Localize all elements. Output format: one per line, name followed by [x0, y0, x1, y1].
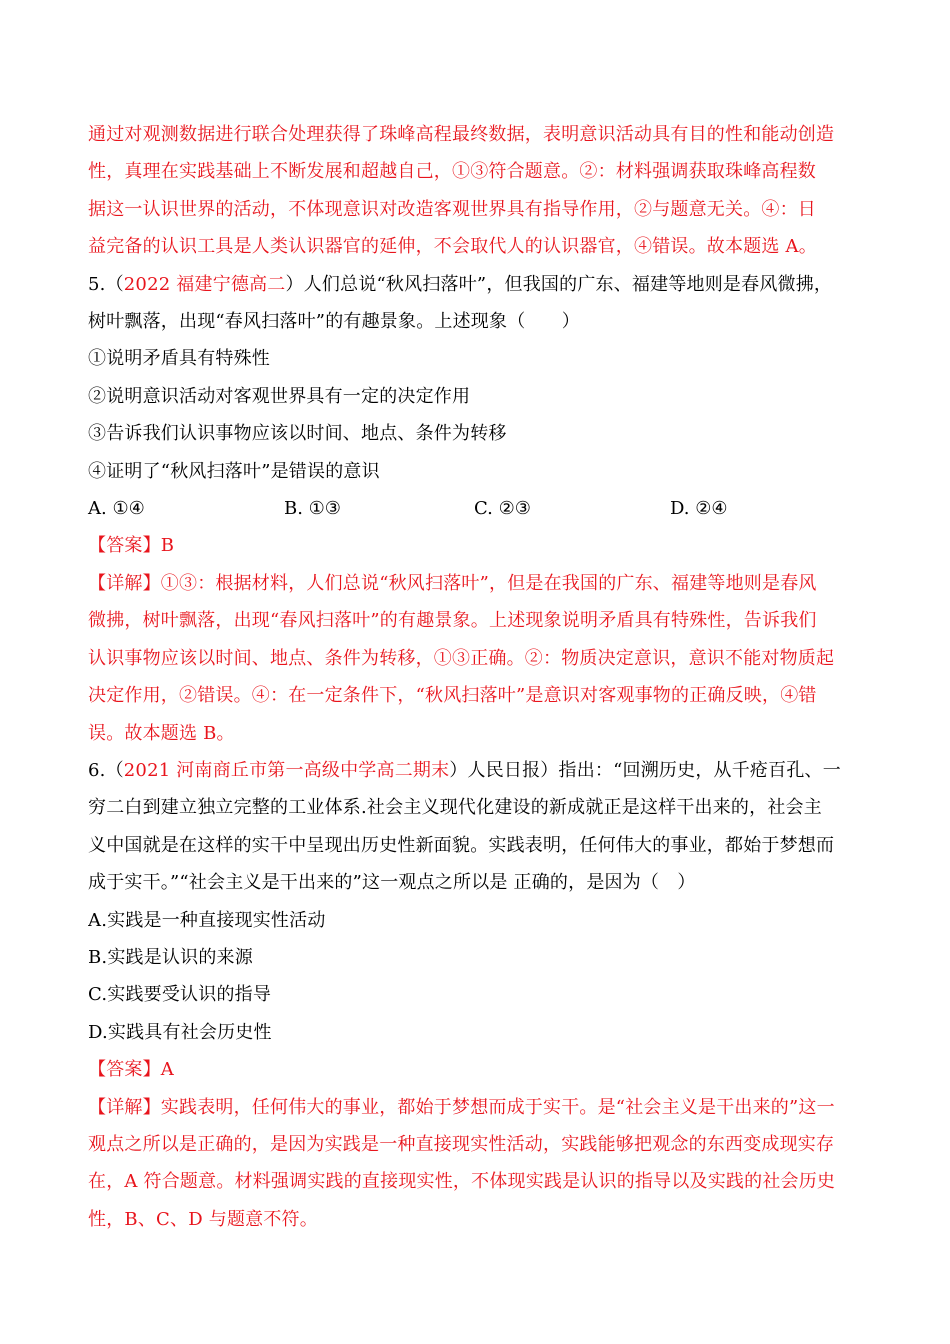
question-stem-text: 树叶飘落，出现“春风扫落叶”的有趣景象。上述现象（ ）	[88, 311, 581, 333]
option-d: D.实践具有社会历史性	[88, 1021, 272, 1043]
option-a: A. ①④	[88, 498, 145, 520]
explanation-line: 性，B、C、D 与题意不符。	[88, 1208, 318, 1230]
question-stem	[88, 752, 868, 789]
statement-item: ④证明了“秋风扫落叶”是错误的意识	[88, 460, 380, 482]
question-source: 2022 福建宁德高二	[123, 273, 286, 295]
question-5	[88, 266, 868, 752]
option-c: C.实践要受认识的指导	[88, 984, 272, 1006]
question-stem-text: 成于实干。”“社会主义是干出来的”这一观点之所以是 正确的，是因为（ ）	[88, 872, 696, 894]
explanation-line: 误。故本题选 B。	[88, 722, 235, 744]
question-6	[88, 752, 868, 1238]
explanation-line: 性，真理在实践基础上不断发展和超越自己，①③符合题意。②：材料强调获取珠峰高程数	[88, 161, 816, 183]
prev-explanation	[88, 116, 868, 266]
explanation-line: 通过对观测数据进行联合处理获得了珠峰高程最终数据，表明意识活动具有目的性和能动创造	[88, 124, 835, 145]
option-b: B.实践是认识的来源	[88, 946, 253, 968]
answer-label: 【答案】A	[88, 1059, 174, 1081]
explanation-line: 【详解】①③：根据材料，人们总说“秋风扫落叶”，但是在我国的广东、福建等地则是春风	[88, 572, 817, 594]
explanation-line: 微拂，树叶飘落，出现“春风扫落叶”的有趣景象。上述现象说明矛盾具有特殊性，告诉我们	[88, 610, 817, 632]
explanation-line: 观点之所以是正确的，是因为实践是一种直接现实性活动，实践能够把观念的东西变成现实存	[88, 1133, 835, 1155]
question-stem-text: 义中国就是在这样的实干中呈现出历史性新面貌。实践表明，任何伟大的事业，都始于梦想而	[88, 834, 835, 856]
options-row	[88, 490, 868, 527]
question-number: 6.（	[88, 759, 124, 781]
explanation-line: 认识事物应该以时间、地点、条件为转移，①③正确。②：物质决定意识，意识不能对物质起	[88, 647, 835, 669]
statement-item: ②说明意识活动对客观世界具有一定的决定作用	[88, 385, 471, 407]
explanation-line: 在，A 符合题意。材料强调实践的直接现实性，不体现实践是认识的指导以及实践的社会历史	[88, 1171, 836, 1193]
question-stem-text: ）人民日报）指出：“回溯历史，从千疮百孔、一	[449, 759, 841, 781]
explanation-line: 决定作用，②错误。④：在一定条件下，“秋风扫落叶”是意识对客观事物的正确反映，④错	[88, 685, 817, 707]
statement-item: ③告诉我们认识事物应该以时间、地点、条件为转移	[88, 423, 507, 445]
document-page	[88, 116, 868, 1238]
question-stem	[88, 266, 868, 303]
question-stem-text: 穷二白到建立独立完整的工业体系.社会主义现代化建设的新成就正是这样干出来的，社会主	[88, 797, 822, 819]
option-a: A.实践是一种直接现实性活动	[88, 909, 326, 931]
option-d: D. ②④	[670, 498, 728, 520]
answer-label: 【答案】B	[88, 535, 175, 557]
question-stem-text: ）人们总说“秋风扫落叶”，但我国的广东、福建等地则是春风微拂，	[285, 273, 833, 295]
explanation-line: 【详解】实践表明，任何伟大的事业，都始于梦想而成于实干。是“社会主义是干出来的”这一	[88, 1096, 835, 1118]
question-number: 5.（	[88, 273, 124, 295]
option-b: B. ①③	[284, 498, 341, 520]
statement-item: ①说明矛盾具有特殊性	[88, 348, 270, 370]
question-source: 2021 河南商丘市第一高级中学高二期末	[123, 759, 450, 781]
option-c: C. ②③	[474, 498, 531, 520]
explanation-line: 据这一认识世界的活动，不体现意识对改造客观世界具有指导作用，②与题意无关。④：日	[88, 198, 816, 220]
explanation-line: 益完备的认识工具是人类认识器官的延伸，不会取代人的认识器官，④错误。故本题选 A。	[88, 236, 817, 258]
